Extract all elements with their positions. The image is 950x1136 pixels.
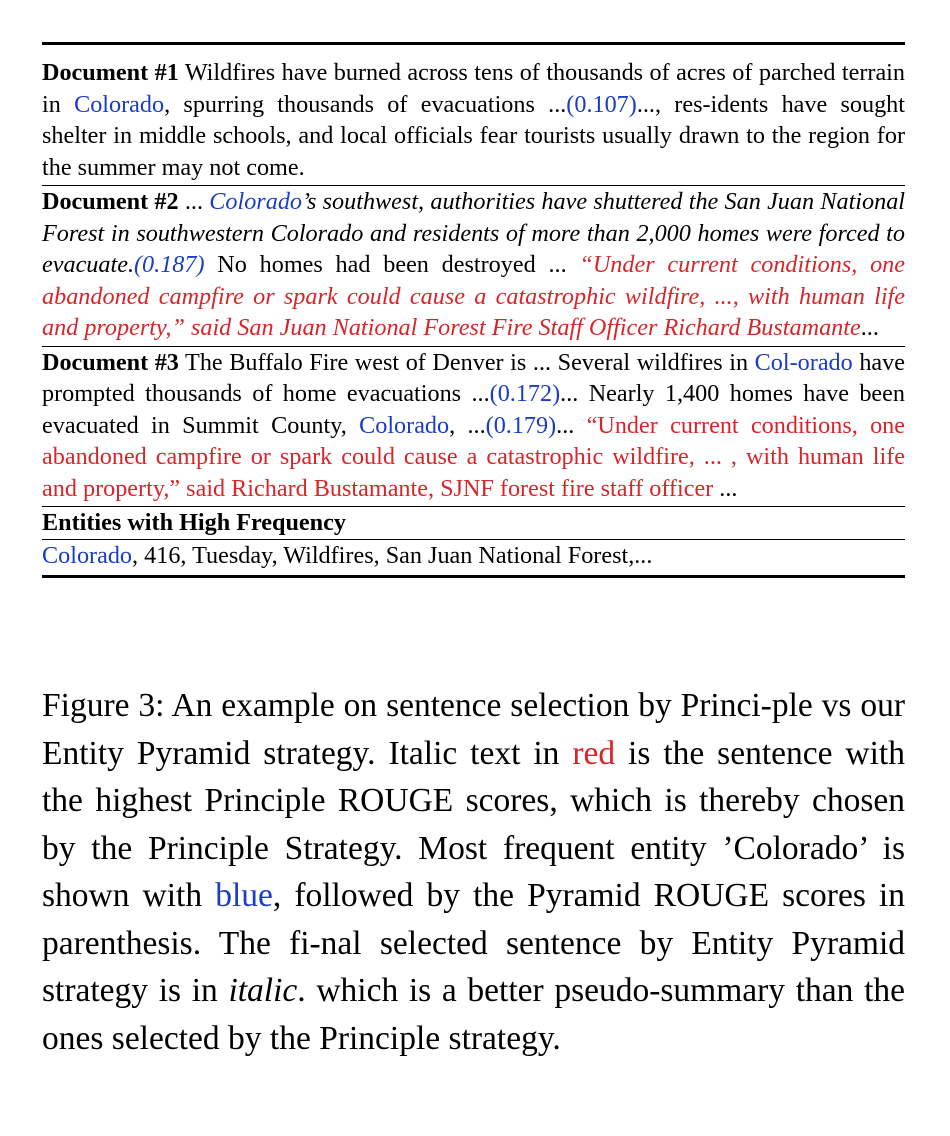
principle-selected-sentence: “Under current conditions, one abandoned campfire or spark could cause a catastrophic wildfire, ..., with human life and property,” said San Juan National Forest Fire Staff Officer Richard Bustamante (42, 251, 906, 341)
red-quote: “Under current conditions, one abandoned campfire or spark could cause a catastrophic wildfire, ... , with human life and property,” said Richard Bustamante, SJNF forest fire staff officer (42, 411, 906, 502)
caption-text: is the sentence with the highest Principle ROUGE scores, which is thereby chosen by the Principle Strategy. Most frequent entity ’Colorado’ is shown with (42, 734, 905, 914)
document-3-text: ... (556, 411, 587, 439)
caption-text: . which is a better pseudo-summary than the ones selected by the Principle strategy. (42, 972, 905, 1057)
entity-colorado: Colorado (42, 541, 133, 569)
pyramid-score: (0.172) (489, 380, 561, 407)
document-2-text: No homes had been destroyed ... (204, 251, 580, 278)
caption-blue-word: blue (215, 877, 273, 914)
document-1 (42, 45, 905, 185)
document-2-italic-text: ’s southwest, authorities have shuttered the San Juan National Forest in southwestern Colorado and residents of more than 2,000 homes were forced to evacuate. (42, 188, 906, 278)
document-3 (42, 347, 905, 507)
document-3-text: ... Nearly 1,400 homes have been evacuated in Summit County, (42, 380, 905, 439)
document-1-text: ..., res-idents have sought shelter in middle schools, and local officials fear tourists usually drawn to the region for the summer may not come. (42, 90, 905, 181)
entities-list (42, 540, 905, 576)
caption-red-word: red (572, 734, 616, 772)
document-1-text: , spurring thousands of evacuations ... (164, 90, 567, 118)
pyramid-score: (0.179) (485, 411, 557, 439)
document-3-text: , ... (449, 411, 486, 439)
entities-rest: , 416, Tuesday, Wildfires, San Juan National Forest,... (132, 541, 653, 569)
figure-caption (42, 682, 905, 1062)
document-1-header: Document #1 (42, 59, 179, 86)
entity-colorado: Colorado (74, 90, 165, 118)
document-2-text: ... (178, 188, 210, 215)
entity-colorado: Colorado (359, 411, 450, 439)
document-2 (42, 186, 905, 346)
entity-colorado: Colorado (209, 188, 303, 215)
document-2-header: Document #2 (42, 188, 179, 215)
document-1-text: Wildfires have burned across tens of thousands of acres of parched terrain in (42, 59, 905, 118)
bottom-rule (42, 575, 905, 578)
entities-header: Entities with High Frequency (42, 509, 346, 536)
document-3-text: have prompted thousands of home evacuations ... (42, 348, 905, 407)
caption-italic-word: italic (228, 972, 298, 1009)
pyramid-score: (0.107) (566, 90, 637, 118)
figure-table (42, 42, 905, 578)
entity-colorado: Col-orado (754, 348, 853, 376)
caption-text: , followed by the Pyramid ROUGE scores in parenthesis. The fi-nal selected sentence by Entity Pyramid strategy is in (42, 877, 905, 1009)
document-3-text: The Buffalo Fire west of Denver is ... Several wildfires in (178, 348, 755, 376)
document-3-header: Document #3 (42, 348, 179, 376)
document-2-text: ... (860, 314, 879, 341)
caption-text: Figure 3: An example on sentence selection by Princi-ple vs our Entity Pyramid strategy. Italic text in (42, 687, 905, 772)
pyramid-score: (0.187) (134, 251, 205, 278)
document-3-text: ... (713, 474, 738, 502)
